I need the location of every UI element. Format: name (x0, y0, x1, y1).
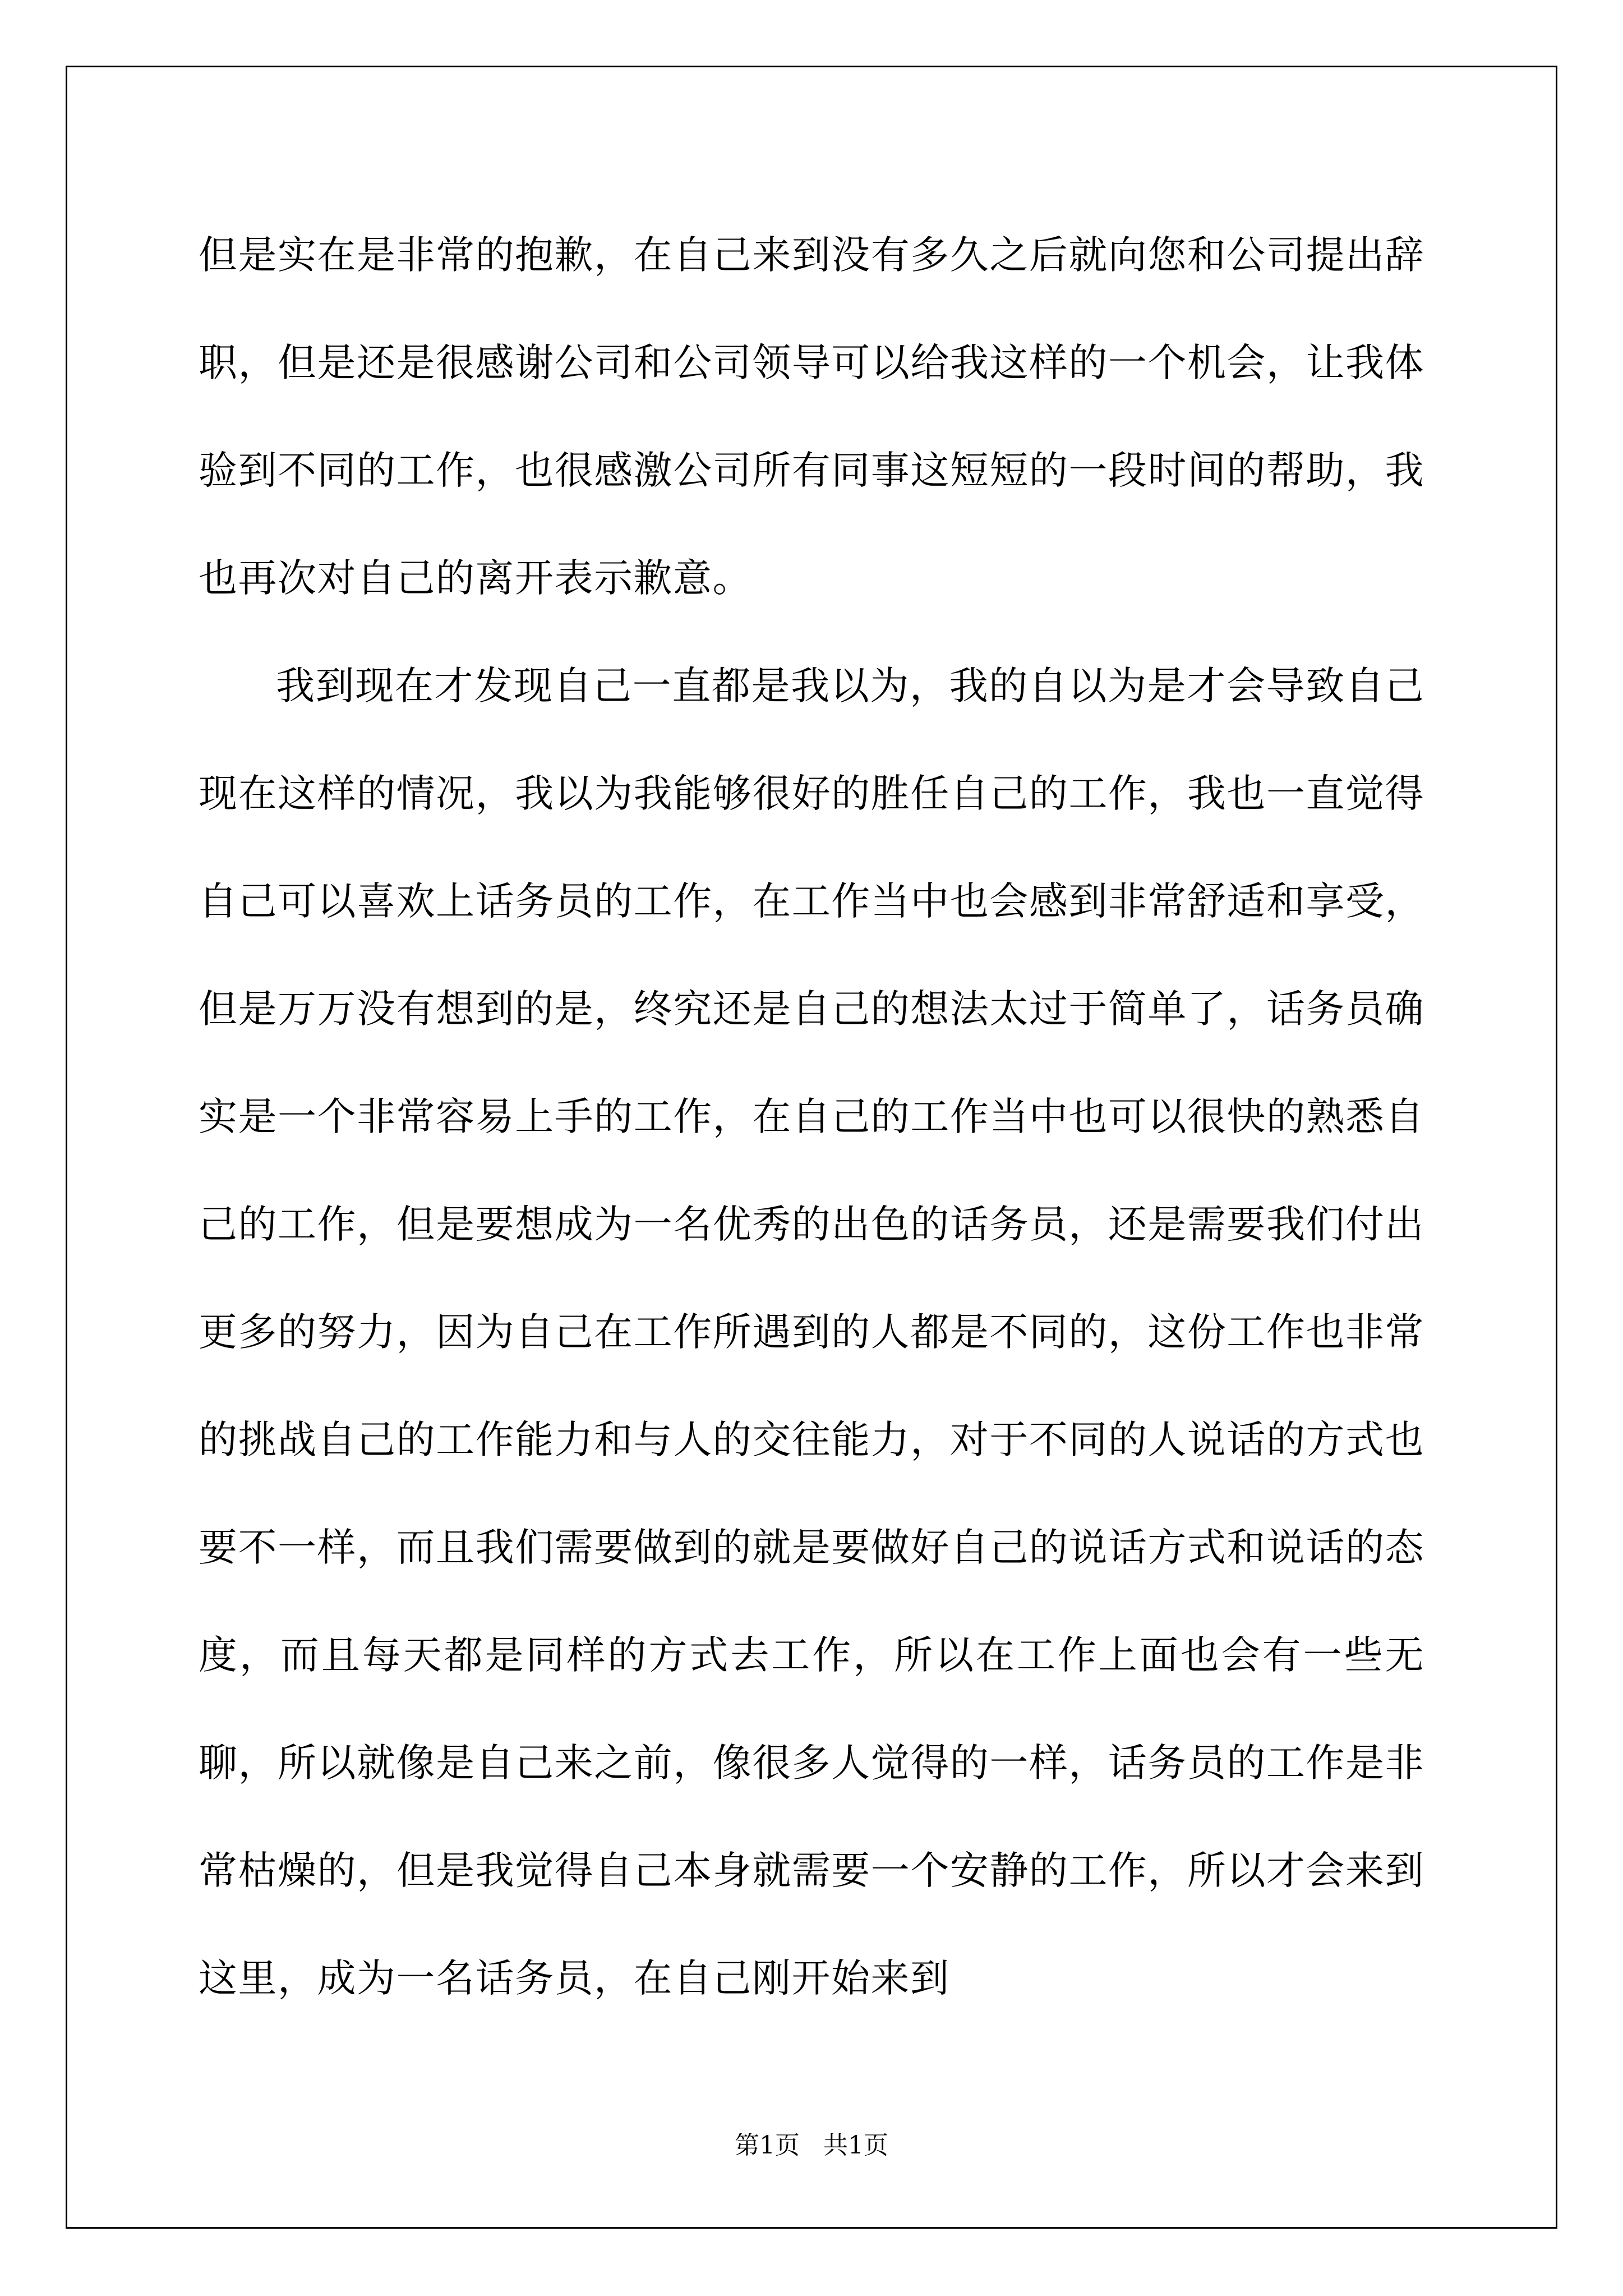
document-body (199, 201, 1424, 2032)
paragraph-2: 我到现在才发现自己一直都是我以为，我的自以为是才会导致自己现在这样的情况，我以为我能够很好的胜任自己的工作，我也一直觉得自己可以喜欢上话务员的工作，在工作当中也会感到非常舒适和享受，但是万万没有想到的是，终究还是自己的想法太过于简单了，话务员确实是一个非常容易上手的工作，在自己的工作当中也可以很快的熟悉自己的工作，但是要想成为一名优秀的出色的话务员，还是需要我们付出更多的努力，因为自己在工作所遇到的人都是不同的，这份工作也非常的挑战自己的工作能力和与人的交往能力，对于不同的人说话的方式也要不一样，而且我们需要做到的就是要做好自己的说话方式和说话的态度，而且每天都是同样的方式去工作，所以在工作上面也会有一些无聊，所以就像是自己来之前，像很多人觉得的一样，话务员的工作是非常枯燥的，但是我觉得自己本身就需要一个安静的工作，所以才会来到这里，成为一名话务员，在自己刚开始来到 (199, 664, 1424, 2001)
paragraph-1: 但是实在是非常的抱歉，在自己来到没有多久之后就向您和公司提出辞职，但是还是很感谢公司和公司领导可以给我这样的一个机会，让我体验到不同的工作，也很感激公司所有同事这短短的一段时间的帮助，我也再次对自己的离开表示歉意。 (199, 233, 1424, 601)
page-number-footer: 第1页 共1页 (735, 2131, 888, 2160)
